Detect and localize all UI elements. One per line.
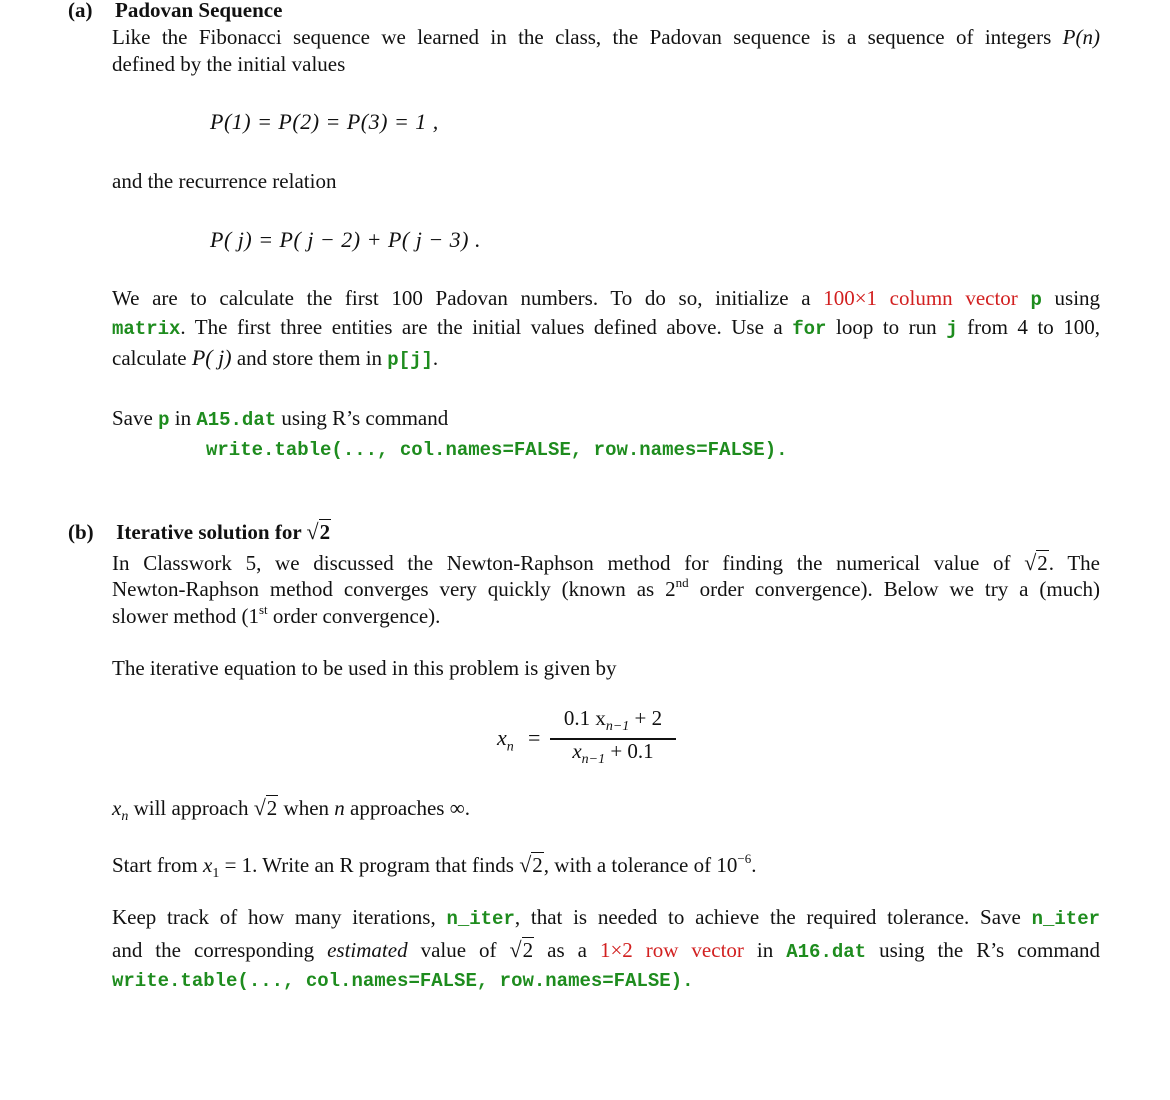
save-command-line: write.table(..., col.names=FALSE, row.names=FALSE).	[206, 439, 788, 461]
intro-var: P(n)	[1062, 25, 1100, 49]
part-a-para-line2: matrix. The first three entities are the initial values defined above. Use a for loop to run j from 4 to 100,	[112, 315, 1101, 340]
part-a-title: Padovan Sequence	[115, 0, 283, 22]
sqrt-symbol: √2	[509, 937, 534, 962]
part-b-p3: slower method (1st order convergence).	[112, 602, 441, 628]
equation-initial-values: P(1) = P(2) = P(3) = 1 ,	[210, 109, 439, 134]
code-matrix: matrix	[112, 318, 181, 340]
code-n-iter-2: n_iter	[1031, 908, 1101, 930]
sqrt-symbol: √2	[253, 795, 278, 820]
code-file-a16: A16.dat	[786, 941, 867, 963]
part-b-title: Iterative solution for	[116, 520, 302, 544]
save-code-file: A15.dat	[196, 409, 277, 431]
sqrt-symbol: √2	[519, 852, 543, 877]
para3-var: P( j)	[191, 345, 232, 370]
keep-command: write.table(..., col.names=FALSE, row.names=FALSE)	[112, 970, 683, 992]
part-a-heading	[68, 0, 282, 24]
save-code-p: p	[158, 409, 170, 431]
save-command: write.table(..., col.names=FALSE, row.names=FALSE)	[206, 439, 777, 461]
approach-line: $x_n$ will approach √2 when n approaches ∞.	[112, 795, 470, 825]
equation-lhs: $x_n$	[497, 725, 514, 755]
equation-denominator: $x_{n-1} + 0.1$	[572, 739, 654, 768]
part-b-p2: Newton-Raphson method converges very quickly (known as 2nd order convergence). Below we try a (much)	[112, 575, 1101, 601]
code-p-j: p[j]	[387, 349, 433, 371]
iteration-intro: The iterative equation to be used in this problem is given by	[112, 656, 617, 680]
part-b-p1: In Classwork 5, we discussed the Newton-Raphson method for finding the numerical value of √2. The	[112, 550, 1100, 575]
part-b-label: (b)	[68, 520, 94, 544]
equation-numerator: 0.1 $x_{n-1} + 2$	[563, 706, 663, 735]
save-line: Save p in A15.dat using R’s command	[112, 406, 449, 431]
part-b-heading	[68, 518, 331, 546]
part-a-para-line1: We are to calculate the first 100 Padovan numbers. To do so, initialize a 100×1 column vector p using	[112, 286, 1101, 311]
part-a-intro-line1: Like the Fibonacci sequence we learned in the class, the Padovan sequence is a sequence of integers P(n)	[112, 25, 1100, 49]
recurrence-text: and the recurrence relation	[112, 169, 337, 193]
code-p: p	[1030, 289, 1042, 311]
sqrt-symbol: √2	[306, 519, 331, 544]
keep-line2: and the corresponding estimated value of √2 as a 1×2 row vector in A16.dat using the R’s command	[112, 937, 1101, 963]
sqrt-symbol: √2	[1024, 550, 1048, 575]
start-line: Start from $x_1 = 1$. Write an R program that finds √2, with a tolerance of $10^{-6}$.	[112, 851, 757, 882]
code-j: j	[946, 318, 958, 340]
code-n-iter: n_iter	[446, 908, 515, 930]
part-a-para-line3: calculate P( j) and store them in p[j].	[112, 345, 439, 371]
part-a-intro-line2: defined by the initial values	[112, 52, 346, 76]
code-for: for	[792, 318, 827, 340]
equation-recurrence: P( j) = P( j − 2) + P( j − 3) .	[210, 227, 481, 252]
part-a-label: (a)	[68, 0, 93, 22]
red-vector-text: 100×1 column vector	[823, 286, 1018, 310]
equation-equals: =	[528, 725, 541, 750]
red-row-vector-text: 1×2 row vector	[599, 938, 744, 962]
keep-command-line: write.table(..., col.names=FALSE, row.names=FALSE).	[112, 970, 694, 992]
keep-line1: Keep track of how many iterations, n_iter, that is needed to achieve the required tolerance. Save n_iter	[112, 905, 1101, 930]
